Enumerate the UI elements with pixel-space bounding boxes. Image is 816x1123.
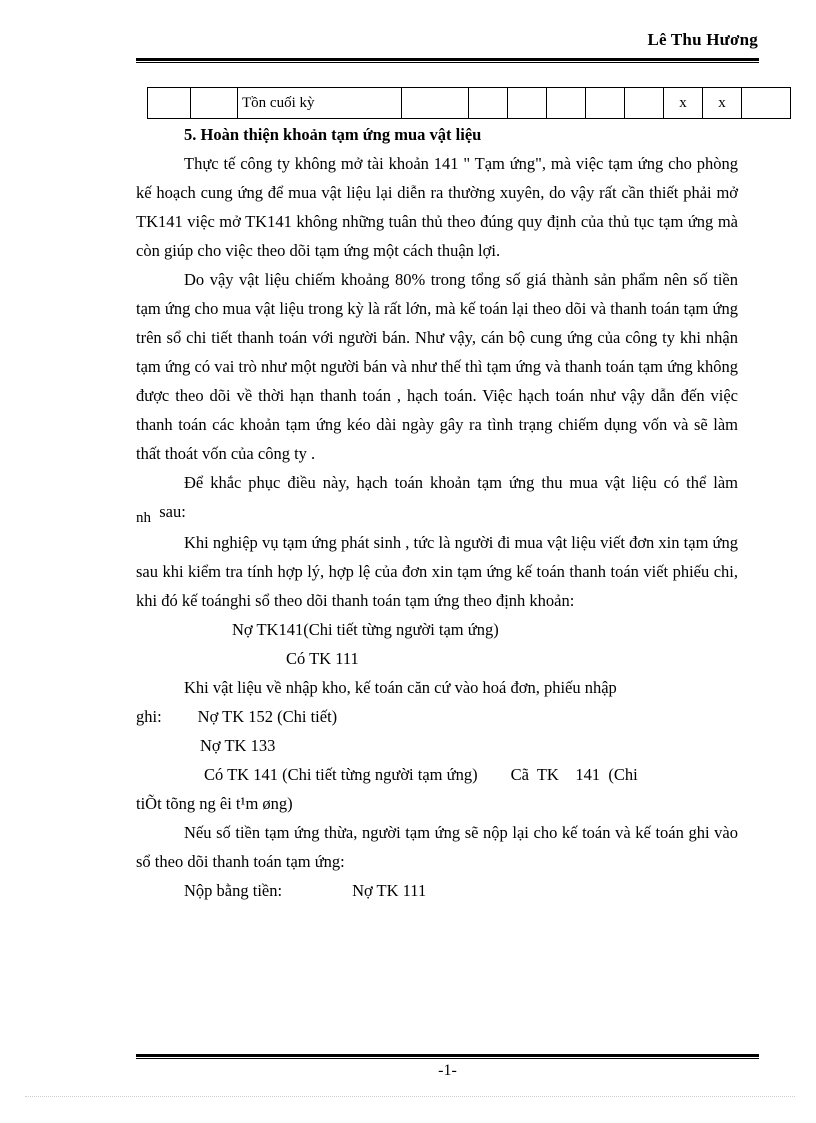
entry-2-line-1 — [136, 702, 738, 731]
table-cell — [402, 88, 469, 119]
page-number: -1- — [438, 1062, 457, 1079]
paragraph-7 — [136, 876, 738, 905]
table-cell — [742, 88, 791, 119]
paragraph-3-text: Để khắc phục điều này, hạch toán khoản tạm ứng thu mua vật liệu có thể làm — [184, 473, 738, 492]
entry-2-debit-1: Nợ TK 152 (Chi tiết) — [197, 707, 338, 726]
entry-2-debit-2: Nợ TK 133 — [200, 736, 276, 755]
paragraph-5: Khi vật liệu về nhập kho, kế toán căn cứ vào hoá đơn, phiếu nhập — [184, 678, 617, 697]
entry-1-credit: Có TK 111 — [286, 649, 359, 668]
header-rule — [136, 58, 759, 63]
paragraph-3-subscript: nh — [136, 510, 151, 526]
paragraph-7-label: Nộp bằng tiền: — [184, 881, 283, 900]
entry-2-garbled: tiÕt tõng ng êi t¹m øng) — [136, 794, 293, 813]
entry-2-credit: Có TK 141 (Chi tiết từng người tạm ứng) Cã TK 141 (Chi — [204, 765, 638, 784]
table-cell — [469, 88, 508, 119]
paragraph-3-end: sau: — [159, 502, 186, 521]
paragraph-2: Do vậy vật liệu chiếm khoảng 80% trong tổng số giá thành sản phẩm nên số tiền tạm ứng cho mua vật liệu trong kỳ là rất lớn, mà kế toán lại theo dõi và thanh toán tạm ứng trên sổ chi tiết thanh toán với người bán. Như vậy, cán bộ cung ứng của công ty khi nhận tạm ứng có vai trò như một người bán và như thế thì tạm ứng và thanh toán tạm ứng không được theo dõi về thời hạn thanh toán , hạch toán. Việc hạch toán như vậy dẫn đến việc thanh toán các khoản tạm ứng kéo dài ngày gây ra tình trạng chiếm dụng vốn và sẽ làm thất thoát vốn của công ty . — [136, 270, 738, 463]
table-row-label: Tồn cuối kỳ — [238, 88, 402, 119]
paragraph-6: Nếu số tiền tạm ứng thừa, người tạm ứng sẽ nộp lại cho kế toán và kế toán ghi vào sổ theo dõi thanh toán tạm ứng: — [136, 823, 738, 871]
paragraph-4: Khi nghiệp vụ tạm ứng phát sinh , tức là người đi mua vật liệu viết đơn xin tạm ứng sau khi kiểm tra tính hợp lý, hợp lệ của đơn xin tạm ứng kế toán thanh toán viết phiếu chi, khi đó kế toánghi sổ theo dõi thanh toán tạm ứng theo định khoản: — [136, 533, 738, 610]
paragraph-1: Thực tế công ty không mở tài khoản 141 " Tạm ứng", mà việc tạm ứng cho phòng kế hoạch cung ứng để mua vật liệu lại diễn ra thường xuyên, do vậy rất cần thiết phải mở TK141 việc mở TK141 không những tuân thủ theo đúng quy định của thủ tục tạm ứng mà còn giúp cho việc theo dõi tạm ứng một cách thuận lợi. — [136, 154, 738, 260]
table-cell — [625, 88, 664, 119]
table-mark: x — [664, 88, 703, 119]
entry-1 — [136, 615, 738, 673]
section-heading: 5. Hoàn thiện khoản tạm ứng mua vật liệu — [184, 125, 482, 144]
footer-rule — [136, 1054, 759, 1059]
entry-2-ghi: ghi: — [136, 707, 162, 726]
entry-2 — [136, 702, 738, 818]
table-mark: x — [703, 88, 742, 119]
section-body — [136, 120, 738, 905]
inventory-table — [147, 87, 791, 119]
table-cell — [508, 88, 547, 119]
header-author: Lê Thu Hương — [647, 30, 758, 49]
page-edge-divider — [25, 1096, 795, 1097]
table-cell — [547, 88, 586, 119]
table-cell — [586, 88, 625, 119]
paragraph-3 — [136, 468, 738, 528]
paragraph-7-entry: Nợ TK 111 — [352, 881, 427, 900]
table-cell — [191, 88, 238, 119]
entry-1-debit: Nợ TK141(Chi tiết từng người tạm ứng) — [232, 620, 499, 639]
table-cell — [148, 88, 191, 119]
table-row — [148, 88, 791, 119]
